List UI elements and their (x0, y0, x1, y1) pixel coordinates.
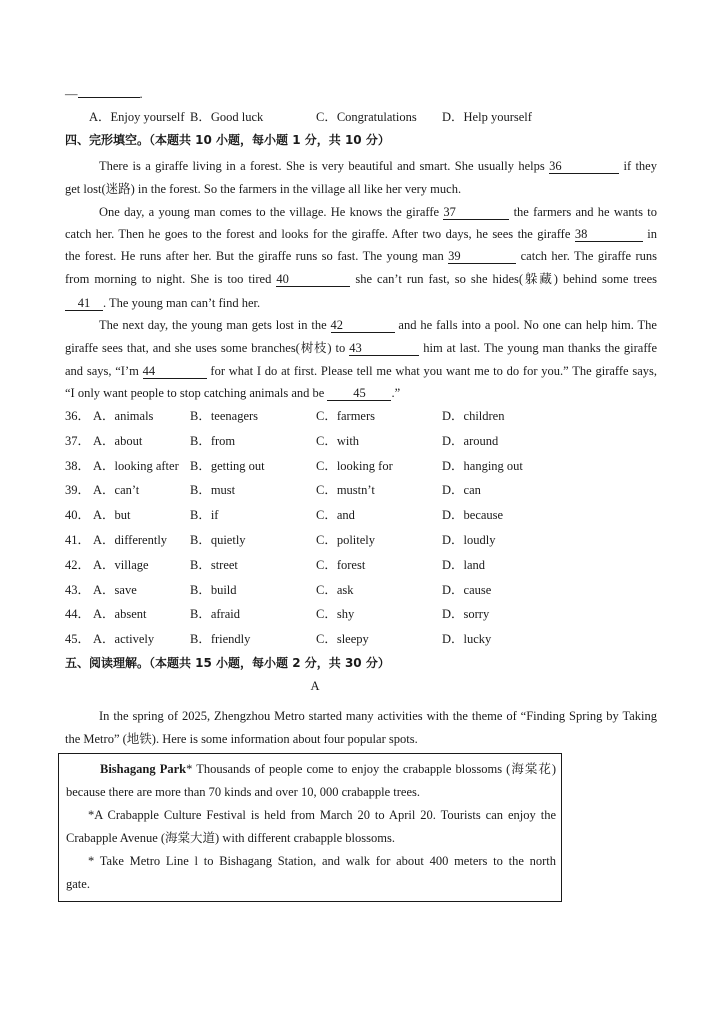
question-option-b: B．afraid (190, 607, 240, 622)
passage-text: for what I do at first. Please tell me what you want me to do for you.” The giraffe says, (206, 364, 657, 378)
question-option-c: C．and (316, 508, 355, 523)
question-number: 36． (65, 409, 91, 423)
passage-text: There is a giraffe living in a forest. She is very beautiful and smart. She usually helps (99, 159, 550, 173)
passage-text: the forest. He runs after her. But the giraffe runs so fast. The young man (65, 249, 449, 263)
question-option-a: A．village (93, 557, 149, 572)
passage-text: catch her. Then he goes to the forest and looks for the giraffe. After two days, he sees the giraffe (65, 227, 575, 241)
passage-text: giraffe sees that, and she uses some branches(树枝) to (65, 341, 350, 355)
blank-36: 36 (549, 160, 619, 174)
prev-option-d (442, 109, 532, 125)
question-option-d: D．can (442, 483, 481, 498)
prev-option-c (316, 109, 417, 125)
passage-text: One day, a young man comes to the village. He knows the giraffe (99, 205, 444, 219)
passage-text: if they (619, 159, 657, 173)
question-option-d: D．cause (442, 582, 492, 597)
question-option-a: A．but (93, 508, 131, 523)
question-option-a: A．differently (93, 533, 168, 547)
question-option-c: C．with (316, 433, 360, 448)
prev-option-a (89, 109, 184, 125)
intro-line-1: In the spring of 2025, Zhengzhou Metro started many activities with the theme of “Finding Spring by Taking (99, 709, 657, 723)
question-option-b: B．must (190, 483, 236, 498)
question-option-c: C．ask (316, 582, 354, 597)
question-option-d: D．sorry (442, 607, 490, 622)
option-letter: A． (89, 110, 111, 124)
passage-text: in (642, 227, 657, 241)
question-option-a: A．actively (93, 632, 155, 647)
question-number: 45． (65, 632, 91, 647)
box-line-2: because there are more than 70 kinds and over 10, 000 crabapple trees. (66, 785, 421, 799)
question-option-a: A．absent (93, 607, 147, 622)
cloze-line-9 (65, 340, 657, 356)
question-number: 43． (65, 582, 91, 597)
option-text: Good luck (210, 110, 264, 124)
blank-42: 42 (331, 319, 395, 333)
question-option-d: D．children (442, 409, 505, 423)
cloze-line-5 (65, 248, 657, 264)
blank-38: 38 (575, 228, 643, 242)
question-option-c: C．farmers (316, 409, 376, 423)
box-line-6: gate. (66, 877, 90, 891)
question-option-a: A．can’t (93, 483, 140, 498)
question-option-b: B．friendly (190, 632, 251, 647)
cloze-line-3 (99, 204, 657, 220)
question-option-a: A．animals (93, 409, 154, 423)
spot-title: Bishagang Park (100, 762, 187, 776)
box-line-1-text: * Thousands of people come to enjoy the crabapple blossoms (海棠花) (186, 762, 556, 776)
option-letter: D． (442, 110, 464, 124)
cloze-line-10 (65, 363, 657, 379)
prev-question-stem (65, 86, 657, 102)
passage-text: and says, “I’m (65, 364, 143, 378)
cloze-line-8 (99, 317, 657, 333)
cloze-line-11 (65, 385, 657, 401)
question-option-b: B．street (190, 557, 238, 572)
question-number: 42． (65, 557, 91, 572)
passage-text: . The young man can’t find her. (103, 296, 261, 310)
cloze-line-1 (99, 158, 657, 174)
cloze-line-6 (65, 271, 657, 287)
question-option-d: D．loudly (442, 533, 496, 547)
info-box-bishagang (58, 753, 562, 902)
passage-text: .” (391, 386, 401, 400)
section-5-heading: 五、阅读理解。（本题共 15 小题，每小题 2 分，共 30 分） (65, 656, 390, 670)
question-option-c: C．sleepy (316, 632, 369, 647)
option-text: Congratulations (336, 110, 417, 124)
answer-blank (78, 97, 140, 98)
blank-40: 40 (276, 273, 350, 287)
question-option-a: A．save (93, 582, 137, 597)
passage-text: get lost(迷路) in the forest. So the farmers in the village all like her very much. (65, 182, 462, 196)
cloze-line-4 (65, 226, 657, 242)
question-option-d: D．around (442, 433, 499, 448)
blank-44: 44 (143, 365, 207, 379)
cloze-line-7 (65, 295, 657, 311)
passage-text: him at last. The young man thanks the giraffe (419, 341, 658, 355)
passage-label: A (310, 679, 320, 693)
passage-text: the farmers and he wants to (509, 205, 657, 219)
cloze-line-2 (65, 181, 657, 197)
passage-text: from morning to night. She is too tired (65, 272, 277, 286)
question-number: 44． (65, 607, 91, 622)
blank-43: 43 (349, 342, 419, 356)
passage-text: “I only want people to stop catching animals and be (65, 386, 328, 400)
passage-text: The next day, the young man gets lost in the (99, 318, 331, 332)
option-letter: C． (316, 110, 337, 124)
question-option-b: B．teenagers (190, 409, 259, 423)
blank-41: 41 (65, 297, 103, 311)
question-option-b: B．if (190, 508, 219, 523)
question-option-d: D．land (442, 557, 486, 572)
question-option-b: B．from (190, 433, 236, 448)
question-number: 41． (65, 533, 91, 547)
question-number: 38． (65, 458, 91, 473)
passage-text: catch her. The giraffe runs (516, 249, 657, 263)
blank-39: 39 (448, 250, 516, 264)
question-number: 37． (65, 433, 91, 448)
passage-text: she can’t run fast, so she hides(躲藏) behind some trees (350, 272, 657, 286)
option-letter: B． (190, 110, 211, 124)
blank-37: 37 (443, 206, 509, 220)
question-option-c: C．politely (316, 533, 376, 547)
question-option-b: B．getting out (190, 458, 265, 473)
question-option-c: C．mustn’t (316, 483, 375, 498)
intro-line-2: the Metro” (地铁). Here is some information about four popular spots. (65, 732, 418, 746)
question-option-b: B．build (190, 582, 237, 597)
question-option-d: D．lucky (442, 632, 492, 647)
question-option-c: C．shy (316, 607, 355, 622)
section-4-heading: 四、完形填空。（本题共 10 小题，每小题 1 分，共 10 分） (65, 133, 390, 147)
box-line-3: *A Crabapple Culture Festival is held from March 20 to April 20. Tourists can enjoy the (88, 808, 556, 822)
question-option-c: C．looking for (316, 458, 393, 473)
option-text: Help yourself (463, 110, 532, 124)
passage-text: and he falls into a pool. No one can help him. The (394, 318, 657, 332)
question-option-b: B．quietly (190, 533, 246, 547)
question-option-c: C．forest (316, 557, 366, 572)
question-option-a: A．looking after (93, 458, 179, 473)
stem-end: . (139, 87, 143, 101)
prev-option-b (190, 109, 263, 125)
option-text: Enjoy yourself (110, 110, 185, 124)
box-line-4: Crabapple Avenue (海棠大道) with different crabapple blossoms. (66, 831, 395, 845)
blank-45: 45 (327, 387, 391, 401)
box-line-1 (100, 761, 556, 777)
question-option-d: D．hanging out (442, 458, 523, 473)
question-number: 40． (65, 508, 91, 523)
box-line-5: * Take Metro Line l to Bishagang Station, and walk for about 400 meters to the north (88, 854, 556, 868)
question-option-d: D．because (442, 508, 504, 523)
question-option-a: A．about (93, 433, 143, 448)
question-number: 39． (65, 483, 91, 498)
dash: — (65, 87, 78, 101)
